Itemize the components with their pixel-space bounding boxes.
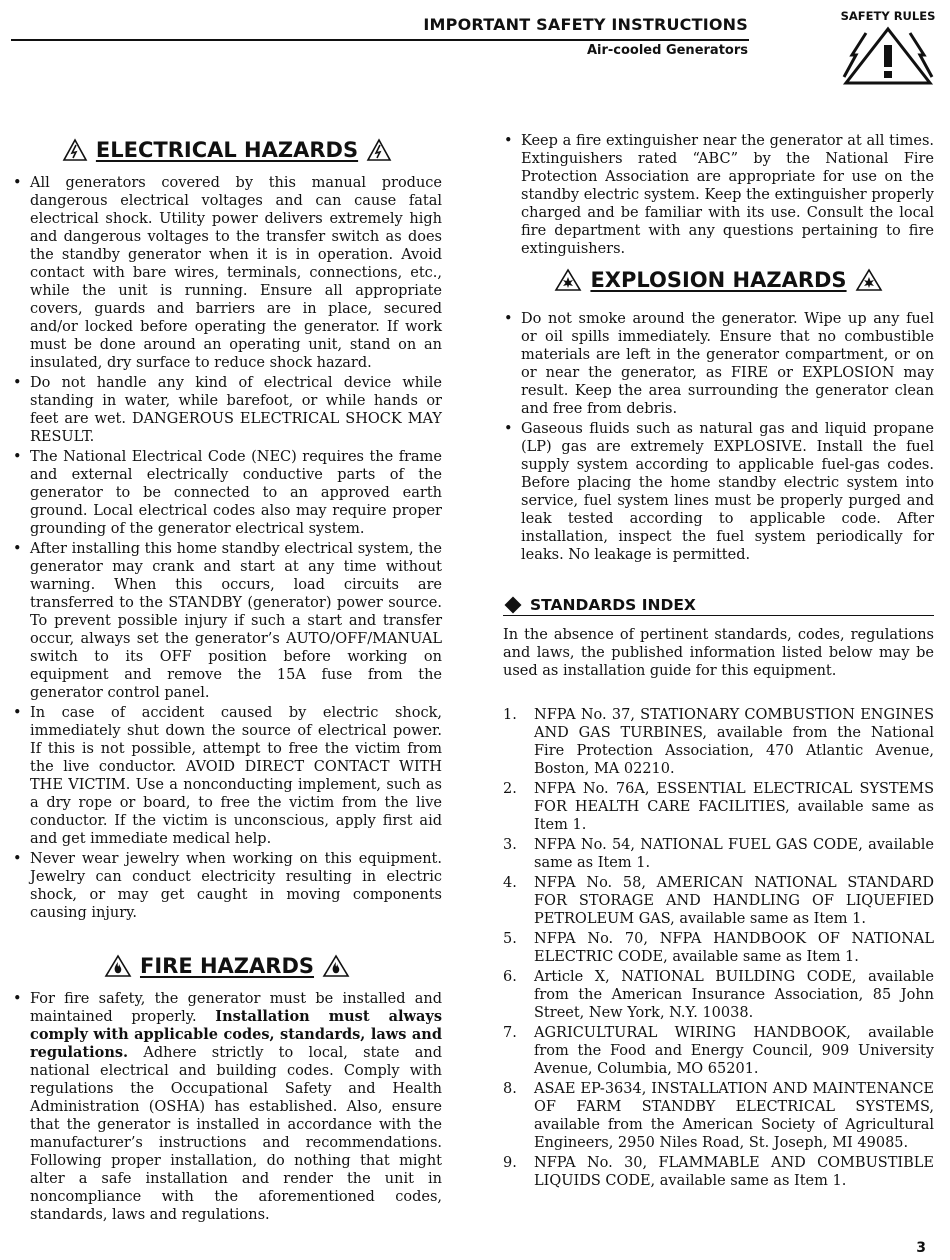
header-rule <box>11 39 749 41</box>
fire-hazards-heading <box>12 954 442 978</box>
item-number: 4. <box>503 875 517 891</box>
list-item: • After installing this home standby electrical system, the generator may crank and start at any time without warning. When this occurs, load circuits are transferred to the STANDBY (generator) power source. To prevent possible injury if such a start and transfer occur, always set the generator’s AUTO/OFF/MANUAL switch to its OFF position before working on equipment and remove the 15A fuse from the generator control panel. <box>12 540 442 702</box>
item-text: NFPA No. 76A, ESSENTIAL ELECTRICAL SYSTEMS FOR HEALTH CARE FACILITIES, available same as Item 1. <box>534 781 934 833</box>
safety-rules-label: SAFETY RULES <box>840 9 936 23</box>
fire-hazards-list-container <box>12 990 442 1226</box>
explosion-hazards-list-container <box>503 310 934 566</box>
fire-hazards-list <box>12 990 442 1224</box>
item-text: ASAE EP-3634, INSTALLATION AND MAINTENANCE OF FARM STANDBY ELECTRICAL SYSTEMS, available from the American Society of Agricultural Engineers, 2950 Niles Road, St. Joseph, MI 49085. <box>534 1081 934 1151</box>
page-number: 3 <box>916 1240 926 1256</box>
list-item <box>503 836 934 872</box>
header-title: IMPORTANT SAFETY INSTRUCTIONS <box>423 15 748 34</box>
item-text: Article X, NATIONAL BUILDING CODE, available from the American Insurance Association, 85 John Street, New York, N.Y. 10038. <box>534 969 934 1021</box>
electrical-hazards-list <box>12 174 442 922</box>
explosion-hazards-list <box>503 310 934 564</box>
item-text: NFPA No. 54, NATIONAL FUEL GAS CODE, available same as Item 1. <box>534 837 934 871</box>
diamond-bullet-icon <box>505 597 522 614</box>
fire-text-post: Adhere strictly to local, state and national electrical and building codes. Comply with regulations the Occupational Safety and Health Administration (OSHA) has established. Also, ensure that the generator is installed in accordance with the manufacturer’s instructions and recommendations. Following proper installation, do nothing that might alter a safe installation and render the unit in noncompliance with the aforementioned codes, standards, laws and regulations. <box>30 1045 442 1223</box>
explosion-hazards-heading <box>503 268 934 292</box>
list-item: • Gaseous fluids such as natural gas and liquid propane (LP) gas are extremely EXPLOSIVE. Install the fuel supply system according to applicable fuel-gas codes. Before placing the home standby electric system into service, fuel system lines must be properly purged and leak tested according to applicable code. After installation, inspect the fuel system periodically for leaks. No leakage is permitted. <box>503 420 934 564</box>
item-number: 8. <box>503 1081 517 1097</box>
item-number: 2. <box>503 781 517 797</box>
list-item <box>503 930 934 966</box>
list-item: • All generators covered by this manual produce dangerous electrical voltages and can cause fatal electrical shock. Utility power delivers extremely high and dangerous voltages to the transfer switch as does the standby generator when it is in operation. Avoid contact with bare wires, terminals, connections, etc., while the unit is running. Ensure all appropriate covers, guards and barriers are in place, secured and/or locked before operating the generator. If work must be done around an operating unit, stand on an insulated, dry surface to reduce shock hazard. <box>12 174 442 372</box>
item-number: 1. <box>503 707 517 723</box>
item-number: 7. <box>503 1025 517 1041</box>
item-number: 6. <box>503 969 517 985</box>
fire-text-pre: For fire safety, the generator must be installed and maintained properly. <box>30 991 442 1025</box>
item-number: 5. <box>503 931 517 947</box>
header-subtitle: Air-cooled Generators <box>586 43 748 58</box>
item-text: NFPA No. 70, NFPA HANDBOOK OF NATIONAL ELECTRIC CODE, available same as Item 1. <box>534 931 934 965</box>
item-number: 3. <box>503 837 517 853</box>
electrical-hazards-list-container <box>12 174 442 924</box>
list-item: • Do not handle any kind of electrical device while standing in water, while barefoot, or while hands or feet are wet. DANGEROUS ELECTRICAL SHOCK MAY RESULT. <box>12 374 442 446</box>
list-item <box>12 990 442 1224</box>
electrical-hazards-title: ELECTRICAL HAZARDS <box>95 138 359 162</box>
list-item <box>503 1154 934 1190</box>
safety-rules-badge <box>838 9 938 87</box>
list-item <box>503 874 934 928</box>
electrical-warning-icon <box>62 138 88 162</box>
list-item: • Never wear jewelry when working on this equipment. Jewelry can conduct electricity resulting in electric shock, or may get caught in moving components causing injury. <box>12 850 442 922</box>
list-item: • In case of accident caused by electric shock, immediately shut down the source of electrical power. If this is not possible, attempt to free the victim from the live conductor. AVOID DIRECT CONTACT WITH THE VICTIM. Use a nonconducting implement, such as a dry rope or board, to free the victim from the live conductor. If the victim is unconscious, apply first aid and get immediate medical help. <box>12 704 442 848</box>
extinguisher-list-container <box>503 132 934 260</box>
item-number: 9. <box>503 1155 517 1171</box>
fire-text-emphasis: Installation must always comply with applicable codes, standards, laws and regulations. <box>30 1008 443 1061</box>
list-item <box>503 1024 934 1078</box>
extinguisher-list <box>503 132 934 258</box>
item-text: AGRICULTURAL WIRING HANDBOOK, available from the Food and Energy Council, 909 University Avenue, Columbia, MO 65201. <box>534 1025 934 1077</box>
item-text: NFPA No. 58, AMERICAN NATIONAL STANDARD FOR STORAGE AND HANDLING OF LIQUEFIED PETROLEUM GAS, available same as Item 1. <box>534 875 934 927</box>
list-item: • The National Electrical Code (NEC) requires the frame and external electrically conductive parts of the generator to be connected to an approved earth ground. Local electrical codes also may require proper grounding of the generator electrical system. <box>12 448 442 538</box>
fire-warning-icon <box>104 954 132 978</box>
list-item: • Keep a fire extinguisher near the generator at all times. Extinguishers rated “ABC” by the National Fire Protection Association are appropriate for use on the standby electric system. Keep the extinguisher properly charged and be familiar with its use. Consult the local fire department with any questions pertaining to fire extinguishers. <box>503 132 934 258</box>
list-item <box>503 706 934 778</box>
item-text: NFPA No. 37, STATIONARY COMBUSTION ENGINES AND GAS TURBINES, available from the National Fire Protection Association, 470 Atlantic Avenue, Boston, MA 02210. <box>534 707 934 777</box>
list-item: • Do not smoke around the generator. Wipe up any fuel or oil spills immediately. Ensure that no combustible materials are left in the generator compartment, or on or near the generator, as FIRE or EXPLOSION may result. Keep the area surrounding the generator clean and free from debris. <box>503 310 934 418</box>
electrical-warning-icon <box>366 138 392 162</box>
list-item <box>503 1080 934 1152</box>
list-item <box>503 780 934 834</box>
standards-intro: In the absence of pertinent standards, codes, regulations and laws, the published information listed below may be used as installation guide for this equipment. <box>503 627 934 679</box>
electrical-hazards-heading <box>12 138 442 162</box>
standards-index-title: STANDARDS INDEX <box>530 596 696 614</box>
explosion-warning-icon <box>855 268 883 292</box>
item-text: NFPA No. 30, FLAMMABLE AND COMBUSTIBLE LIQUIDS CODE, available same as Item 1. <box>534 1155 934 1189</box>
list-item <box>503 968 934 1022</box>
standards-list <box>503 706 934 1192</box>
explosion-hazards-title: EXPLOSION HAZARDS <box>590 268 847 292</box>
fire-hazards-title: FIRE HAZARDS <box>139 954 315 978</box>
standards-index-heading <box>503 596 934 616</box>
lightning-warning-icon <box>840 25 936 87</box>
fire-warning-icon <box>322 954 350 978</box>
explosion-warning-icon <box>554 268 582 292</box>
